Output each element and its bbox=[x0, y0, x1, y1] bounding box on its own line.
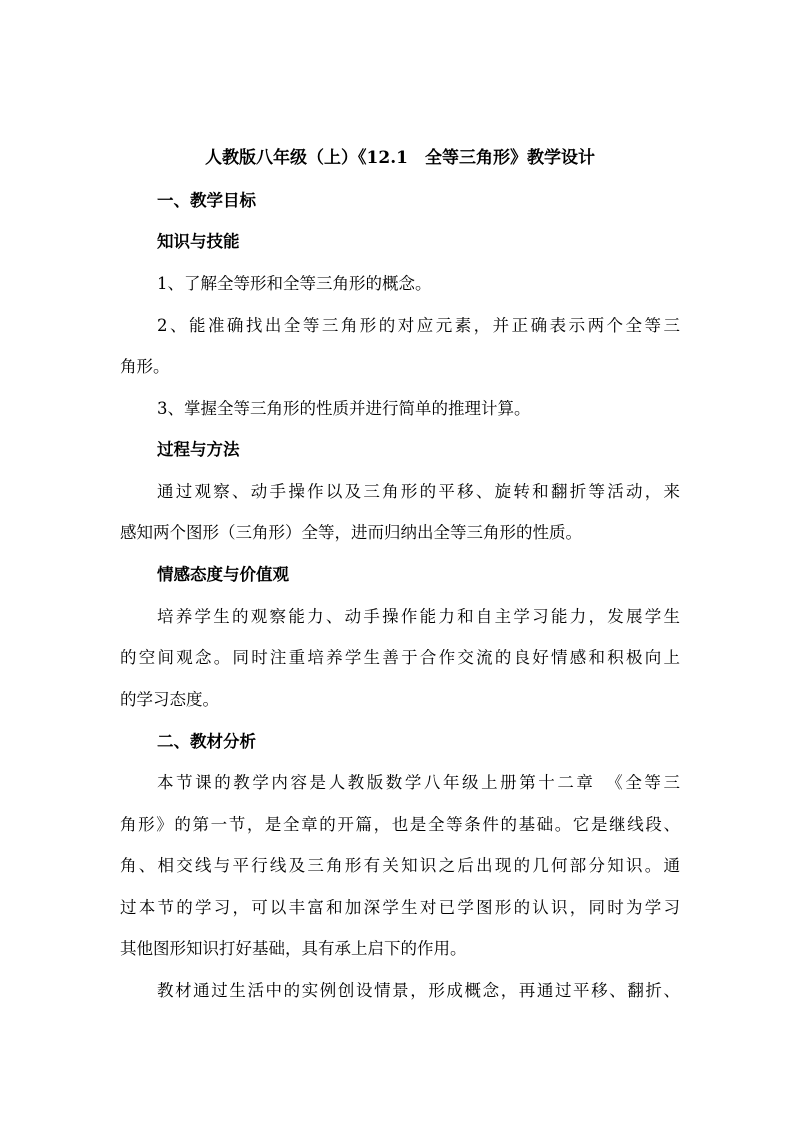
analysis-paragraph-2-line-1: 教材通过生活中的实例创设情景，形成概念，再通过平移、翻折、 bbox=[157, 981, 680, 1000]
objective-item-2-line-1: 2、能准确找出全等三角形的对应元素，并正确表示两个全等三 bbox=[157, 316, 680, 335]
section-heading-objectives: 一、教学目标 bbox=[157, 191, 256, 210]
analysis-paragraph-line-1: 本节课的教学内容是人教版数学八年级上册第十二章 《全等三 bbox=[157, 773, 680, 792]
page-title: 人教版八年级（上）《12.1 全等三角形》教学设计 bbox=[205, 148, 595, 168]
emotion-paragraph-line-2: 的空间观念。同时注重培养学生善于合作交流的良好情感和积极向上 bbox=[120, 648, 680, 667]
subheading-knowledge-skills: 知识与技能 bbox=[157, 232, 240, 251]
analysis-paragraph-line-3: 角、相交线与平行线及三角形有关知识之后出现的几何部分知识。通 bbox=[120, 856, 680, 875]
process-paragraph-line-1: 通过观察、动手操作以及三角形的平移、旋转和翻折等活动，来 bbox=[157, 482, 680, 501]
emotion-paragraph-line-3: 的学习态度。 bbox=[120, 690, 219, 709]
subheading-process-method: 过程与方法 bbox=[157, 440, 240, 459]
analysis-paragraph-line-2: 角形》的第一节，是全章的开篇，也是全等条件的基础。它是继线段、 bbox=[120, 815, 680, 834]
analysis-paragraph-line-5: 其他图形知识打好基础，具有承上启下的作用。 bbox=[120, 939, 467, 958]
analysis-paragraph-line-4: 过本节的学习，可以丰富和加深学生对已学图形的认识，同时为学习 bbox=[120, 898, 680, 917]
objective-item-1: 1、了解全等形和全等三角形的概念。 bbox=[157, 274, 432, 293]
objective-item-3: 3、掌握全等三角形的性质并进行简单的推理计算。 bbox=[157, 399, 531, 418]
subheading-emotion-values: 情感态度与价值观 bbox=[157, 565, 289, 584]
objective-item-2-line-2: 角形。 bbox=[120, 357, 170, 376]
section-heading-material-analysis: 二、教材分析 bbox=[157, 732, 256, 751]
process-paragraph-line-2: 感知两个图形（三角形）全等，进而归纳出全等三角形的性质。 bbox=[120, 523, 582, 542]
emotion-paragraph-line-1: 培养学生的观察能力、动手操作能力和自主学习能力，发展学生 bbox=[157, 607, 680, 626]
